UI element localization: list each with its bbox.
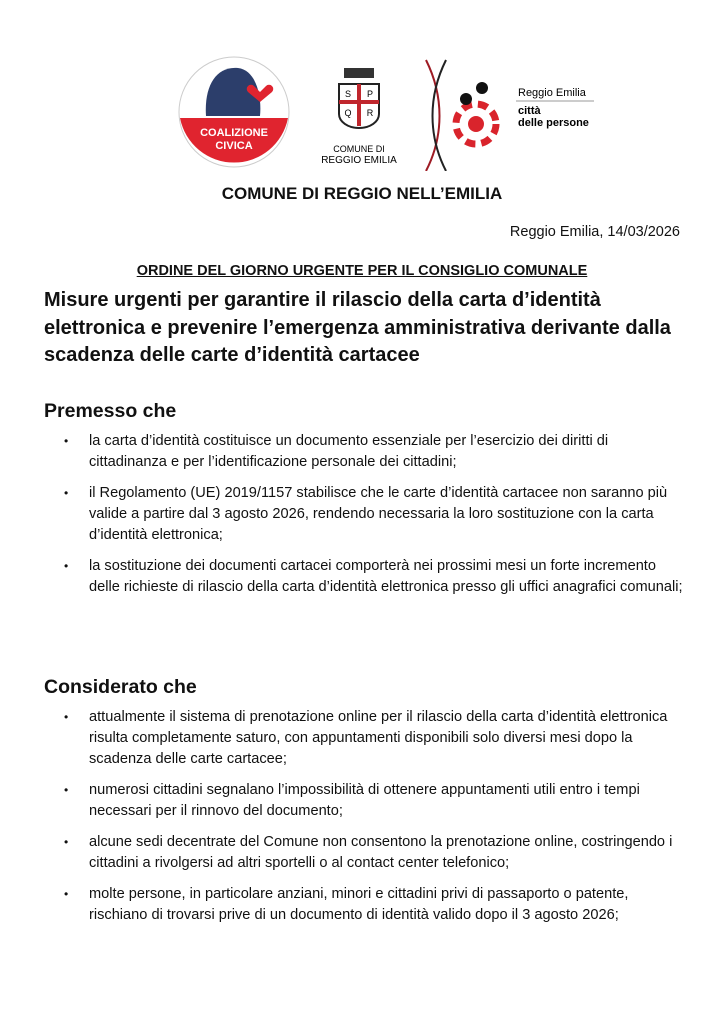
section-heading-premesso: Premesso che [44,400,177,422]
list-item: • alcune sedi decentrate del Comune non consentono la prenotazione online, costringendo i cittadini a rivolgersi ad altri sportelli o al contact center telefonico; [44,832,684,874]
svg-text:REGGIO EMILIA: REGGIO EMILIA [321,155,397,166]
list-item: • numerosi cittadini segnalano l’impossibilità di ottenere appuntamenti utili entro i tempi necessari per il rinnovo del documento; [44,780,684,822]
list-item: • il Regolamento (UE) 2019/1157 stabilisce che le carte d’identità cartacee non saranno più valide a partire dal 3 agosto 2026, rendendo necessaria la loro sostituzione con la carta d’identità elettronica; [44,483,684,546]
svg-text:COALIZIONE: COALIZIONE [200,127,268,139]
considerato-list [44,707,684,936]
svg-text:città: città [518,105,541,117]
premesso-list [44,431,684,608]
svg-text:S: S [344,89,352,99]
order-label: ORDINE DEL GIORNO URGENTE PER IL CONSIGLIO COMUNALE [136,263,588,279]
svg-text:delle persone: delle persone [518,117,589,129]
svg-text:COMUNE DI: COMUNE DI [333,144,385,154]
svg-text:P: P [366,89,374,99]
svg-text:R: R [366,108,374,118]
header-logos [176,56,616,171]
comune-reggio-emilia-crest [321,68,397,166]
citta-delle-persone-logo [456,82,594,144]
list-item: • la sostituzione dei documenti cartacei comporterà nei prossimi mesi un forte incremento delle richieste di rilascio della carta d’identità elettronica presso gli uffici anagrafici comunali; [44,556,684,598]
list-item: • molte persone, in particolare anziani, minori e cittadini privi di passaporto o patente, rischiano di trovarsi prive di un documento di identità valido dopo il 3 agosto 2026; [44,884,684,926]
document-title: Misure urgenti per garantire il rilascio della carta d’identità elettronica e prevenire l’emergenza amministrativa derivante dalla scadenza delle carte d’identità cartacee [44,289,671,366]
list-item: • la carta d’identità costituisce un documento essenziale per l’esercizio dei diritti di cittadinanza e per l’identificazione personale dei cittadini; [44,431,684,473]
svg-text:CIVICA: CIVICA [215,140,253,152]
document-date: Reggio Emilia, 14/03/2026 [509,224,680,240]
svg-text:Reggio Emilia: Reggio Emilia [518,87,586,99]
section-heading-considerato: Considerato che [44,676,197,698]
svg-text:Q: Q [344,108,352,118]
coalizione-civica-logo [179,57,289,167]
municipality-heading: COMUNE DI REGGIO NELL’EMILIA [221,184,503,203]
list-item: • attualmente il sistema di prenotazione online per il rilascio della carta d’identità elettronica risulta completamente saturo, con appuntamenti disponibili solo diversi mesi dopo la scadenza delle carte cartacee; [44,707,684,770]
